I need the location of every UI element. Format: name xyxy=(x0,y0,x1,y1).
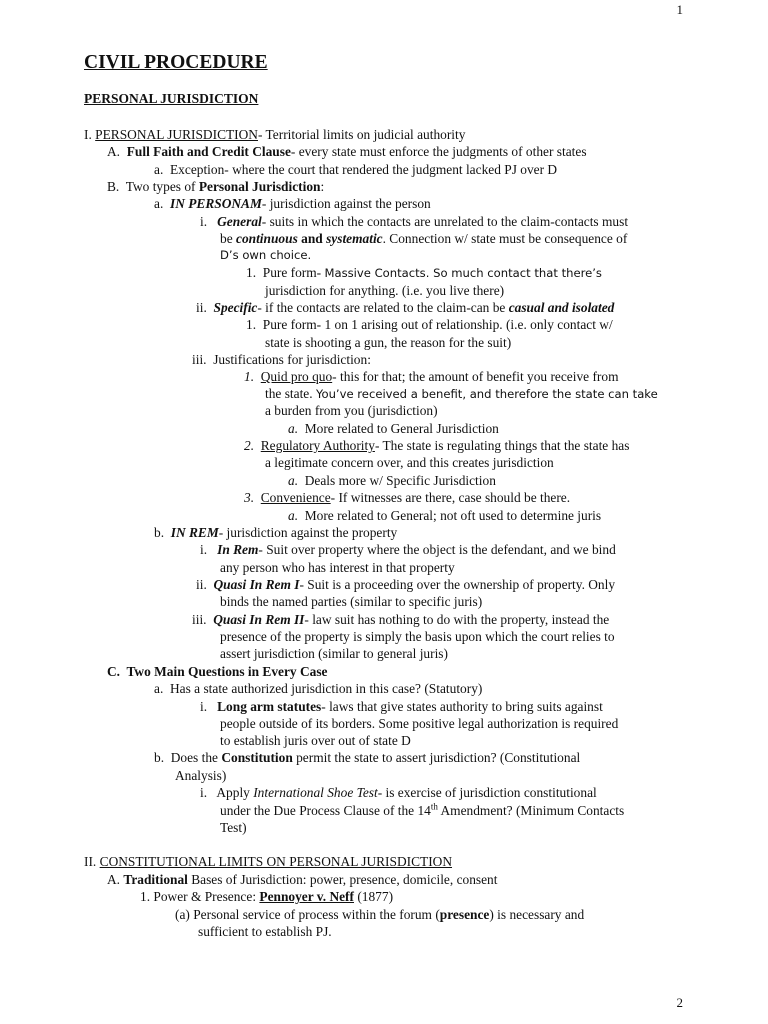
outline-item-quasi-in-rem-2-line2: presence of the property is simply the basis upon which the court relies to xyxy=(220,629,615,644)
outline-item-constitutional-question-line2: Analysis) xyxy=(175,768,227,783)
outline-item-pure-form-specific-line2: state is shooting a gun, the reason for the suit) xyxy=(265,335,512,350)
outline-item-statutory-question: a. Has a state authorized jurisdiction in this case? (Statutory) xyxy=(154,681,483,696)
outline-item-b-types: B. Two types of Personal Jurisdiction: xyxy=(107,179,325,194)
outline-item-quasi-in-rem-2: iii. Quasi In Rem II- law suit has nothing to do with the property, instead the xyxy=(192,612,610,627)
outline-item-a-full-faith: A. Full Faith and Credit Clause- every state must enforce the judgments of other states xyxy=(107,144,587,159)
outline-item-constitutional-question: b. Does the Constitution permit the state to assert jurisdiction? (Constitutional xyxy=(154,750,581,765)
page-number-bottom: 2 xyxy=(676,995,683,1010)
outline-item-traditional-bases: A. Traditional Bases of Jurisdiction: power, presence, domicile, consent xyxy=(107,872,498,887)
outline-heading-ii: II. CONSTITUTIONAL LIMITS ON PERSONAL JURISDICTION xyxy=(84,854,453,869)
section-title: PERSONAL JURISDICTION xyxy=(84,91,259,106)
document-title: CIVIL PROCEDURE xyxy=(84,52,268,73)
outline-item-in-rem-def: i. In Rem- Suit over property where the object is the defendant, and we bind xyxy=(200,542,616,557)
outline-item-regulatory-authority: 2. Regulatory Authority- The state is regulating things that the state has xyxy=(244,438,630,453)
outline-item-regulatory-authority-line2: a legitimate concern over, and this creates jurisdiction xyxy=(265,455,554,470)
outline-item-quasi-in-rem-1-line2: binds the named parties (similar to specific juris) xyxy=(220,594,483,609)
outline-item-in-personam: a. IN PERSONAM- jurisdiction against the person xyxy=(154,196,431,211)
outline-item-specific: ii. Specific- if the contacts are related to the claim-can be casual and isolated xyxy=(196,300,615,315)
outline-item-personal-service: (a) Personal service of process within the forum (presence) is necessary and xyxy=(175,907,585,922)
outline-item-quasi-in-rem-2-line3: assert jurisdiction (similar to general juris) xyxy=(220,646,448,661)
page-number-top: 1 xyxy=(676,2,683,17)
outline-item-long-arm: i. Long arm statutes- laws that give states authority to bring suits against xyxy=(200,699,603,714)
outline-item-general-line2: be continuous and systematic. Connection w/ state must be consequence of xyxy=(220,231,628,246)
outline-item-international-shoe-line3: Test) xyxy=(220,820,247,835)
outline-heading-i: I. PERSONAL JURISDICTION- Territorial limits on judicial authority xyxy=(84,127,466,142)
outline-item-long-arm-line2: people outside of its borders. Some positive legal authorization is required xyxy=(220,716,619,731)
outline-item-quid-pro-quo-line3: a burden from you (jurisdiction) xyxy=(265,403,438,418)
outline-item-convenience: 3. Convenience- If witnesses are there, case should be there. xyxy=(244,490,571,505)
outline-item-quid-pro-quo-line2: the state. You’ve received a benefit, and therefore the state can take xyxy=(265,386,658,401)
outline-item-quid-pro-quo: 1. Quid pro quo- this for that; the amount of benefit you receive from xyxy=(244,369,619,384)
outline-item-exception: a. Exception- where the court that rendered the judgment lacked PJ over D xyxy=(154,162,558,177)
outline-item-in-rem-def-line2: any person who has interest in that property xyxy=(220,560,455,575)
outline-item-international-shoe-line2: under the Due Process Clause of the 14th Amendment? (Minimum Contacts xyxy=(220,801,625,818)
outline-item-regulatory-authority-note: a. Deals more w/ Specific Jurisdiction xyxy=(288,473,496,488)
outline-item-international-shoe: i. Apply International Shoe Test- is exercise of jurisdiction constitutional xyxy=(200,785,597,800)
outline-item-personal-service-line2: sufficient to establish PJ. xyxy=(198,924,332,939)
outline-item-power-presence: 1. Power & Presence: Pennoyer v. Neff (1877) xyxy=(140,889,394,904)
outline-item-pure-form-specific: 1. Pure form- 1 on 1 arising out of relationship. (i.e. only contact w/ xyxy=(246,317,613,332)
outline-item-quasi-in-rem-1: ii. Quasi In Rem I- Suit is a proceeding over the ownership of property. Only xyxy=(196,577,616,592)
outline-item-general-line3: D’s own choice. xyxy=(220,248,312,262)
outline-item-in-rem: b. IN REM- jurisdiction against the property xyxy=(154,525,398,540)
outline-item-c-main-questions: C. Two Main Questions in Every Case xyxy=(107,664,328,679)
outline-item-general: i. General- suits in which the contacts are unrelated to the claim-contacts must xyxy=(200,214,629,229)
outline-item-pure-form-general: 1. Pure form- Massive Contacts. So much contact that there’s xyxy=(246,265,602,280)
outline-item-pure-form-general-line2: jurisdiction for anything. (i.e. you live there) xyxy=(265,283,505,298)
outline-item-justifications: iii. Justifications for jurisdiction: xyxy=(192,352,371,367)
outline-item-convenience-note: a. More related to General; not oft used to determine juris xyxy=(288,508,602,523)
outline-item-quid-pro-quo-note: a. More related to General Jurisdiction xyxy=(288,421,499,436)
outline-item-long-arm-line3: to establish juris over out of state D xyxy=(220,733,411,748)
